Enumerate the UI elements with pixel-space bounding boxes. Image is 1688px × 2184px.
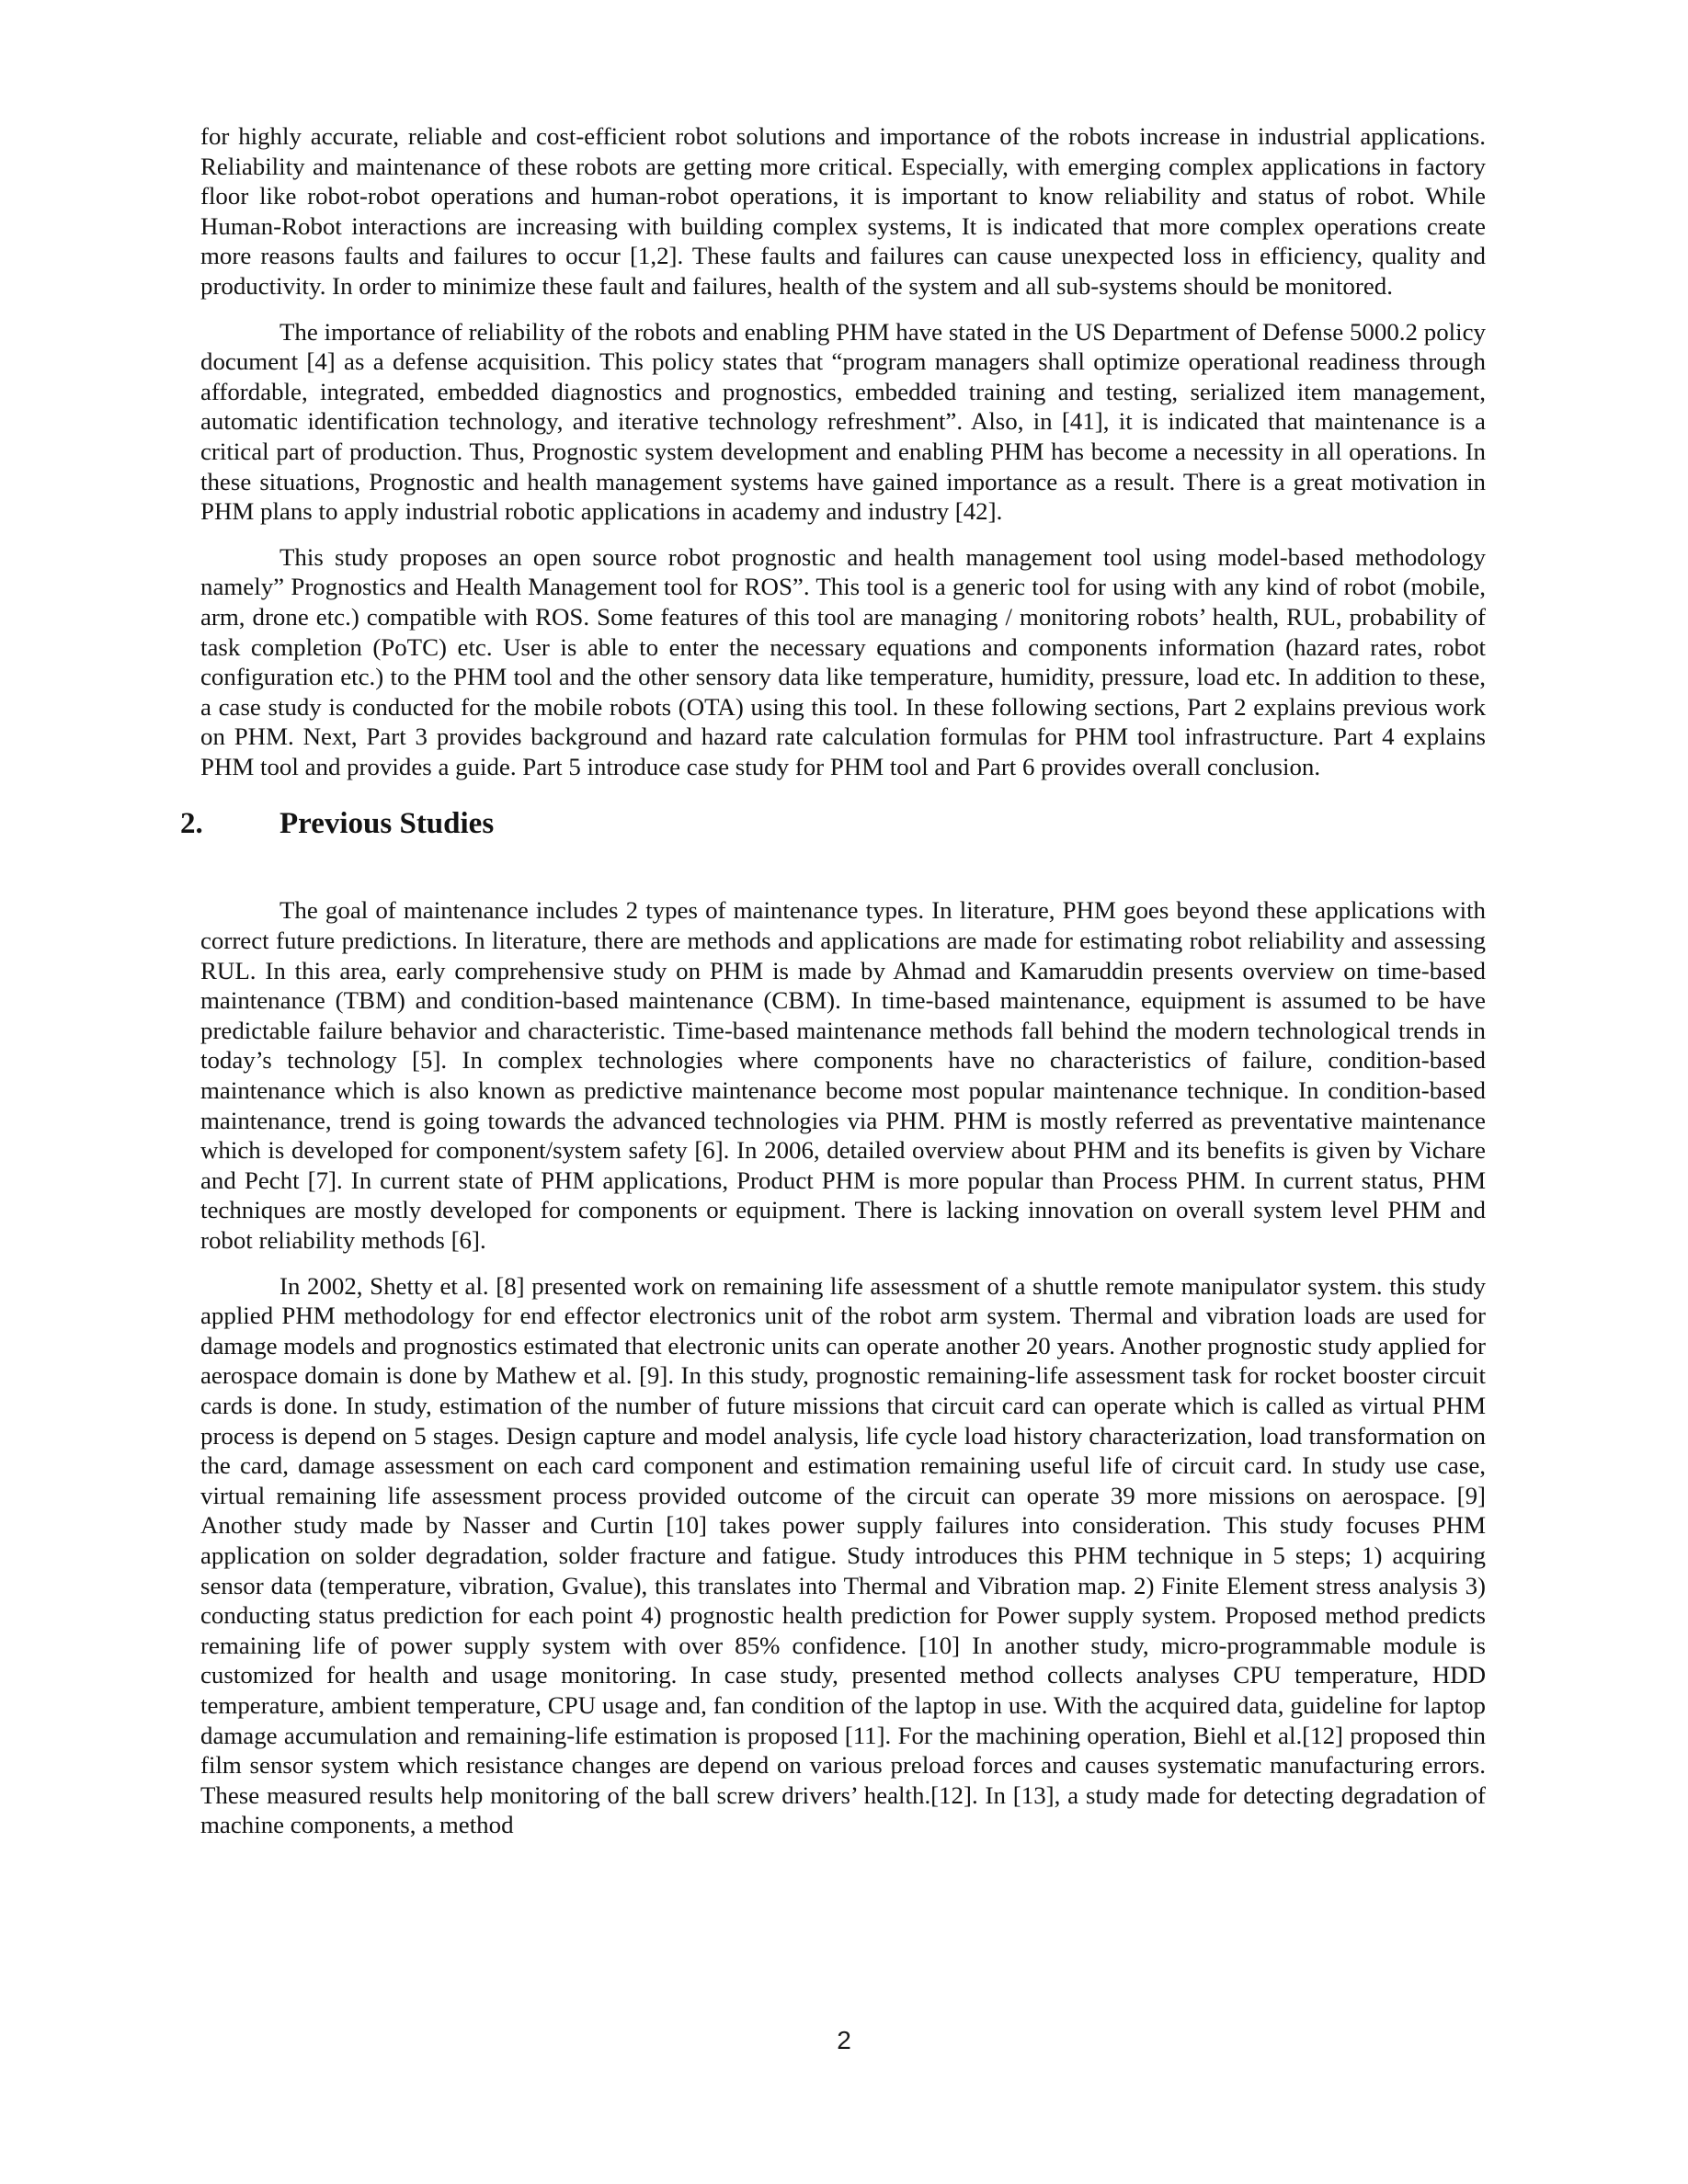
body-paragraph-section-1: The goal of maintenance includes 2 types of maintenance types. In literature, PHM goes beyond these applications with correct future predictions. In literature, there are methods and applications are made for estimating robot reliability and assessing RUL. In this area, early comprehensive study on PHM is made by Ahmad and Kamaruddin presents overview on time-based maintenance (TBM) and condition-based maintenance (CBM). In time-based maintenance, equipment is assumed to be have predictable failure behavior and characteristic. Time-based maintenance methods fall behind the modern technological trends in today’s technology [5]. In complex technologies where components have no characteristics of failure, condition-based maintenance which is also known as predictive maintenance become most popular maintenance technique. In condition-based maintenance, trend is going towards the advanced technologies via PHM. PHM is mostly referred as preventative maintenance which is developed for component/system safety [6]. In 2006, detailed overview about PHM and its benefits is given by Vichare and Pecht [7]. In current state of PHM applications, Product PHM is more popular than Process PHM. In current status, PHM techniques are mostly developed for components or equipment. There is lacking innovation on overall system level PHM and robot reliability methods [6]. [200,896,1486,1254]
section-title: Previous Studies [279,807,495,841]
page-body [180,121,1486,1856]
page-number: 2 [837,2026,851,2054]
body-paragraph-section-2: In 2002, Shetty et al. [8] presented work on remaining life assessment of a shuttle remote manipulator system. this study applied PHM methodology for end effector electronics unit of the robot arm system. Thermal and vibration loads are used for damage models and prognostics estimated that electronic units can operate another 20 years. Another prognostic study applied for aerospace domain is done by Mathew et al. [9]. In this study, prognostic remaining-life assessment task for rocket booster circuit cards is done. In study, estimation of the number of future missions that circuit card can operate which is called as virtual PHM process is depend on 5 stages. Design capture and model analysis, life cycle load history characterization, load transformation on the card, damage assessment on each card component and estimation remaining useful life of circuit card. In study use case, virtual remaining life assessment process provided outcome of the circuit can operate 39 more missions on aerospace. [9] Another study made by Nasser and Curtin [10] takes power supply failures into consideration. This study focuses PHM application on solder degradation, solder fracture and fatigue. Study introduces this PHM technique in 5 steps; 1) acquiring sensor data (temperature, vibration, Gvalue), this translates into Thermal and Vibration map. 2) Finite Element stress analysis 3) conducting status prediction for each point 4) prognostic health prediction for Power supply system. Proposed method predicts remaining life of power supply system with over 85% confidence. [10] In another study, micro-programmable module is customized for health and usage monitoring. In case study, presented method collects analyses CPU temperature, HDD temperature, ambient temperature, CPU usage and, fan condition of the laptop in use. With the acquired data, guideline for laptop damage accumulation and remaining-life estimation is proposed [11]. For the machining operation, Biehl et al.[12] proposed thin film sensor system which resistance changes are depend on various preload forces and causes systematic manufacturing errors. These measured results help monitoring of the ball screw drivers’ health.[12]. In [13], a study made for detecting degradation of machine components, a method [200,1271,1486,1839]
body-paragraph-intro-3: This study proposes an open source robot prognostic and health management tool using model-based methodology namely” Prognostics and Health Management tool for ROS”. This tool is a generic tool for using with any kind of robot (mobile, arm, drone etc.) compatible with ROS. Some features of this tool are managing / monitoring robots’ health, RUL, probability of task completion (PoTC) etc. User is able to enter the necessary equations and components information (hazard rates, robot configuration etc.) to the PHM tool and the other sensory data like temperature, humidity, pressure, load etc. In addition to these, a case study is conducted for the mobile robots (OTA) using this tool. In these following sections, Part 2 explains previous work on PHM. Next, Part 3 provides background and hazard rate calculation formulas for PHM tool infrastructure. Part 4 explains PHM tool and provides a guide. Part 5 introduce case study for PHM tool and Part 6 provides overall conclusion. [200,542,1486,780]
section-heading [180,805,1486,895]
section-number: 2. [180,807,203,841]
body-paragraph-intro-1: for highly accurate, reliable and cost-efficient robot solutions and importance of the robots increase in industrial applications. Reliability and maintenance of these robots are getting more critical. Especially, with emerging complex applications in factory floor like robot-robot operations and human-robot operations, it is important to know reliability and status of robot. While Human-Robot interactions are increasing with building complex systems, It is indicated that more complex operations create more reasons faults and failures to occur [1,2]. These faults and failures can cause unexpected loss in efficiency, quality and productivity. In order to minimize these fault and failures, health of the system and all sub-systems should be monitored. [200,122,1486,300]
body-paragraph-intro-2: The importance of reliability of the robots and enabling PHM have stated in the US Department of Defense 5000.2 policy document [4] as a defense acquisition. This policy states that “program managers shall optimize operational readiness through affordable, integrated, embedded diagnostics and prognostics, embedded training and testing, serialized item management, automatic identification technology, and iterative technology refreshment”. Also, in [41], it is indicated that maintenance is a critical part of production. Thus, Prognostic system development and enabling PHM has become a necessity in all operations. In these situations, Prognostic and health management systems have gained importance as a result. There is a great motivation in PHM plans to apply industrial robotic applications in academy and industry [42]. [200,317,1486,526]
